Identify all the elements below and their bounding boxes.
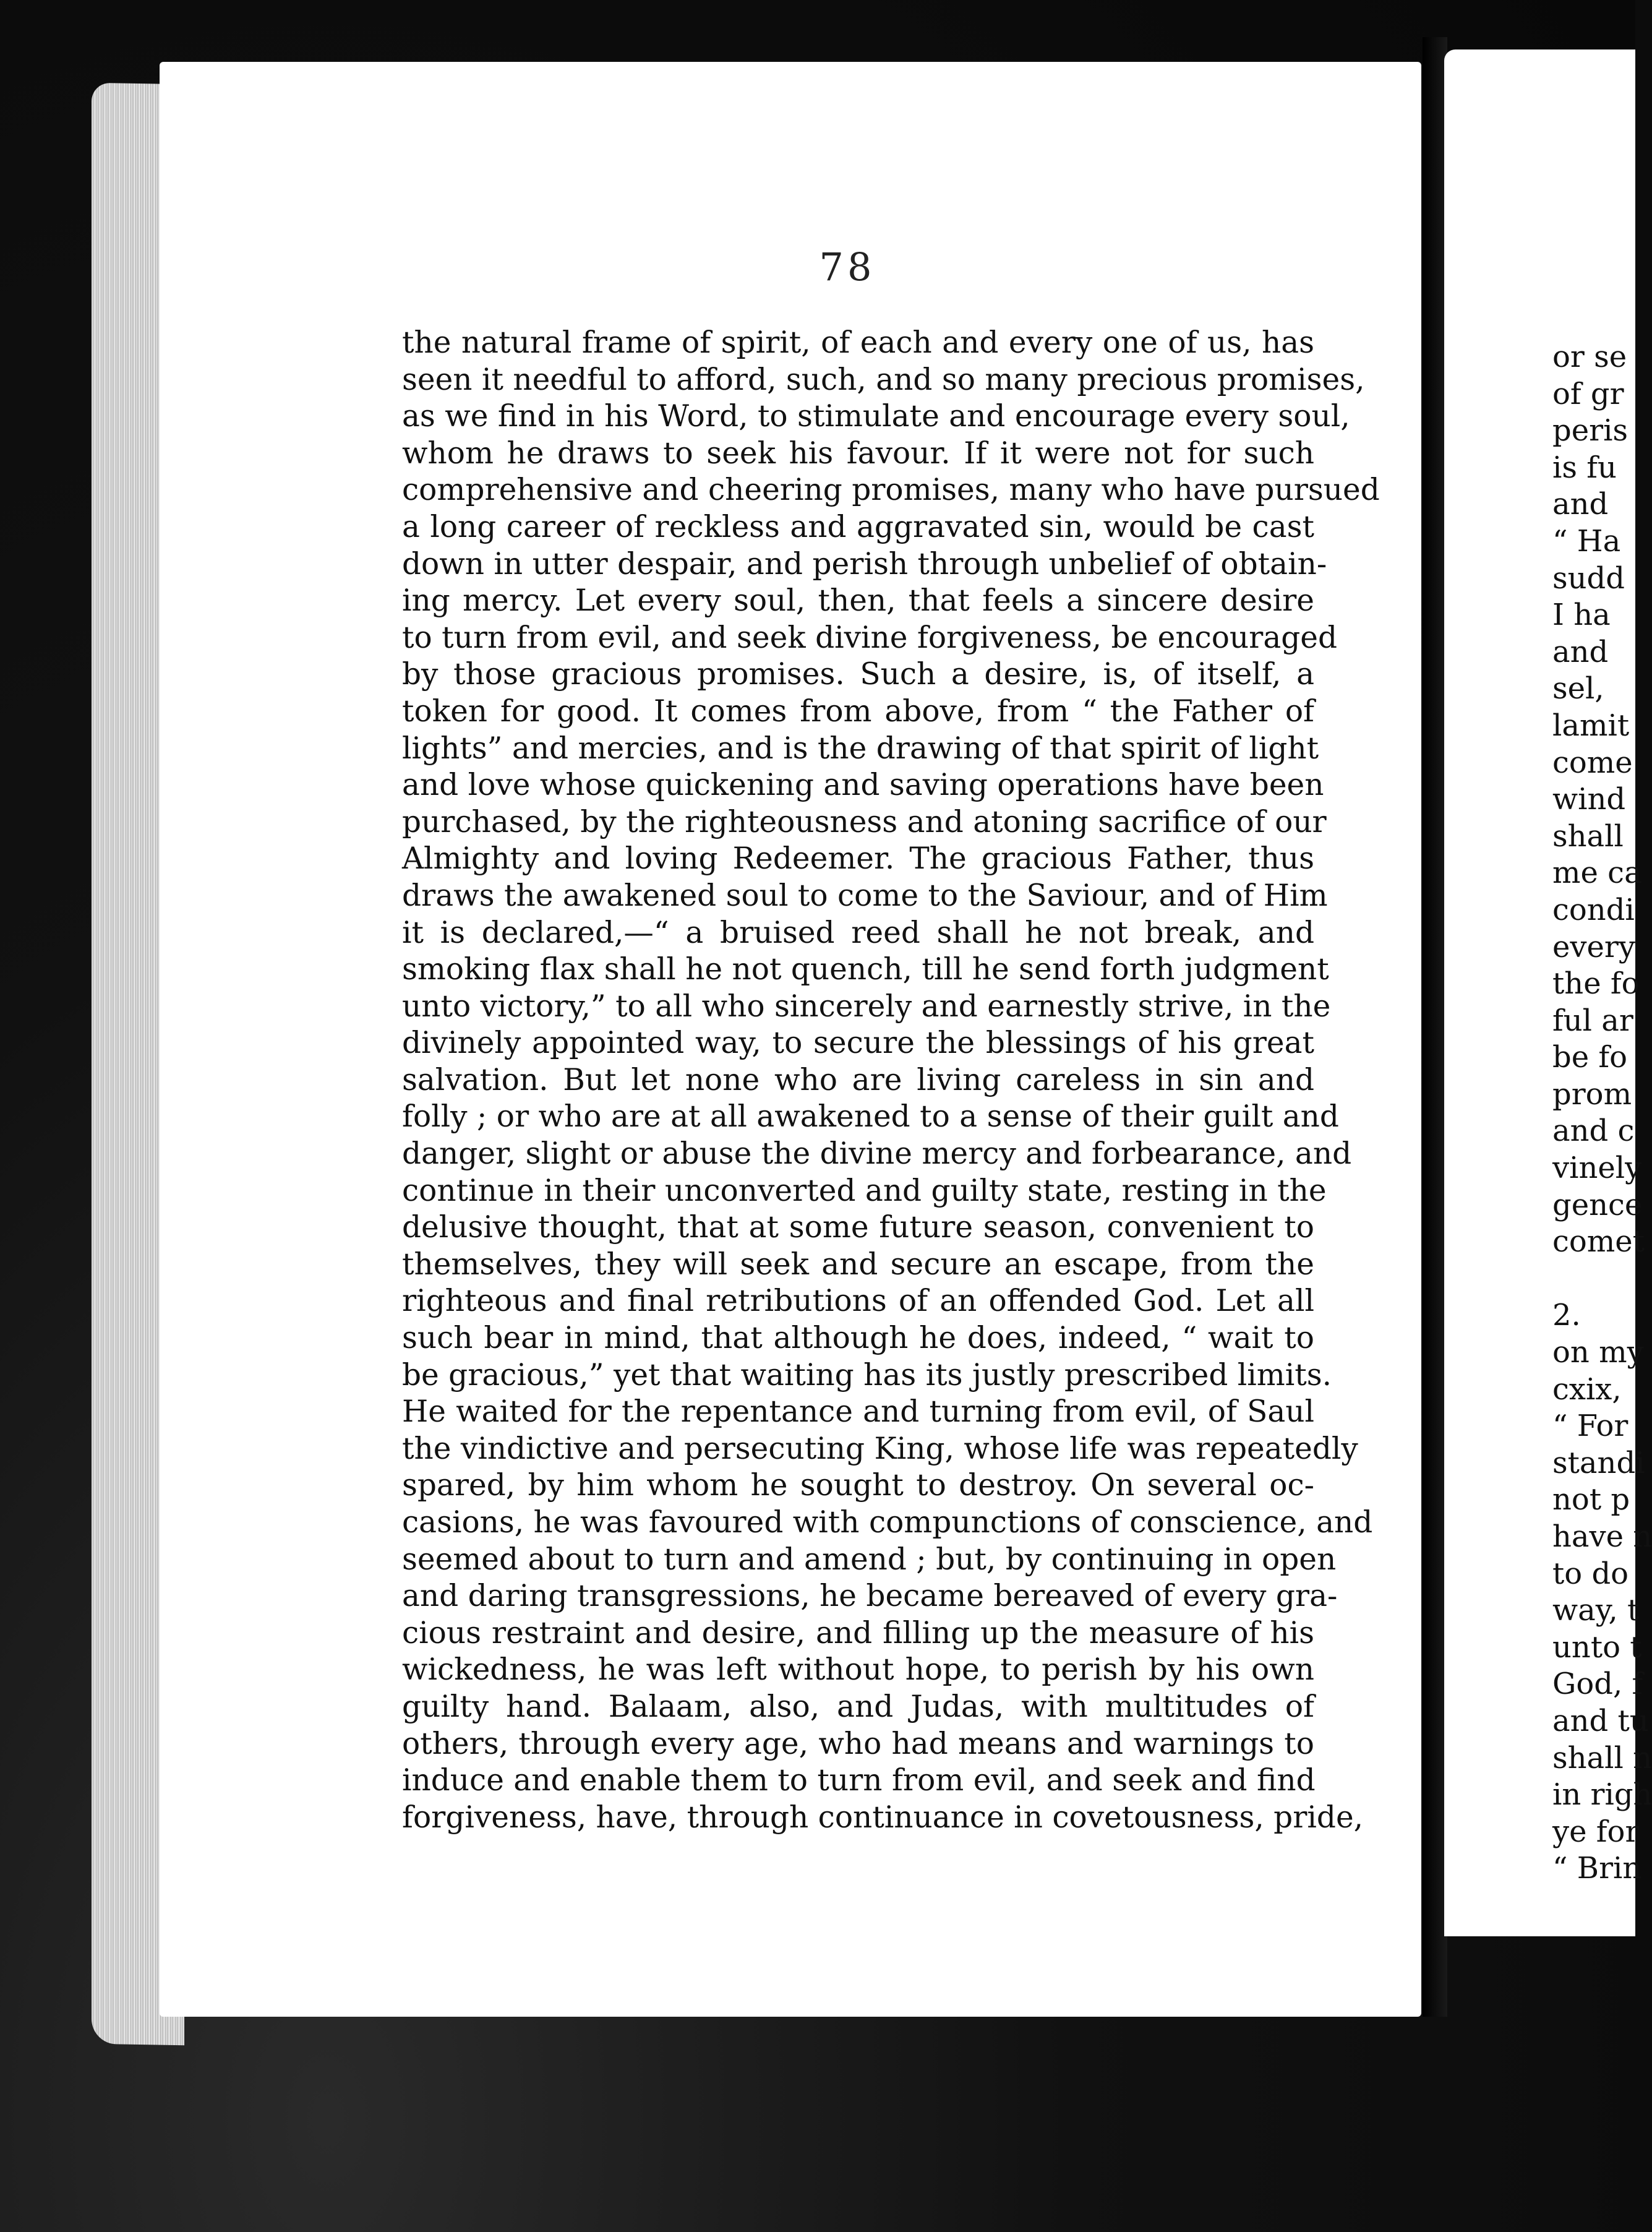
- text-line: induce and enable them to turn from evil, and seek and find: [402, 1763, 1316, 1798]
- text-line: cious restraint and desire, and filling up the measure of his: [402, 1615, 1314, 1650]
- text-line: such bear in mind, that although he does, indeed, “ wait to: [402, 1321, 1314, 1356]
- text-line: spared, by him whom he sought to destroy. On several oc-: [402, 1468, 1314, 1503]
- right-text-fragment: every: [1552, 929, 1635, 964]
- text-line: and daring transgressions, he became bereaved of every gra-: [402, 1579, 1338, 1614]
- text-line: smoking flax shall he not quench, till he send forth judgment: [402, 952, 1329, 987]
- text-line: guilty hand. Balaam, also, and Judas, with multitudes of: [402, 1689, 1314, 1724]
- text-line: comprehensive and cheering promises, many who have pursued: [402, 473, 1380, 508]
- right-text-fragment: of gr: [1552, 376, 1624, 411]
- text-line: purchased, by the righteousness and atoning sacrifice of our: [402, 804, 1327, 839]
- text-line: down in utter despair, and perish through unbelief of obtain-: [402, 546, 1327, 582]
- right-text-fragment: in righ: [1552, 1777, 1652, 1813]
- right-text-fragment: “ Ha: [1552, 523, 1621, 559]
- right-text-fragment: and c: [1552, 1114, 1635, 1149]
- text-line: themselves, they will seek and secure an escape, from the: [402, 1247, 1314, 1282]
- right-text-fragment: shall n: [1552, 1740, 1652, 1775]
- right-text-fragment: is fu: [1552, 450, 1617, 485]
- right-text-fragment: way, t: [1552, 1593, 1640, 1628]
- text-line: token for good. It comes from above, from “ the Father of: [402, 693, 1314, 729]
- text-line: draws the awakened soul to come to the Saviour, and of Him: [402, 878, 1328, 913]
- text-line: salvation. But let none who are living careless in sin and: [402, 1062, 1314, 1097]
- right-text-fragment: gence: [1552, 1187, 1643, 1222]
- text-line: and love whose quickening and saving operations have been: [402, 768, 1324, 803]
- text-line: delusive thought, that at some future season, convenient to: [402, 1210, 1314, 1245]
- text-line: continue in their unconverted and guilty state, resting in the: [402, 1173, 1327, 1208]
- text-line: the vindictive and persecuting King, whose life was repeatedly: [402, 1431, 1358, 1466]
- right-text-fragment: ful ar: [1552, 1003, 1633, 1038]
- text-line: Almighty and loving Redeemer. The gracious Father, thus: [402, 841, 1314, 877]
- text-line: seemed about to turn and amend ; but, by continuing in open: [402, 1542, 1337, 1577]
- text-line: whom he draws to seek his favour. If it were not for such: [402, 436, 1314, 471]
- text-line: righteous and final retributions of an offended God. Let all: [402, 1284, 1314, 1319]
- right-text-fragment: standi: [1552, 1445, 1645, 1480]
- right-text-fragment: have n: [1552, 1519, 1652, 1554]
- right-text-fragment: sel,: [1552, 671, 1604, 706]
- right-text-fragment: God, f: [1552, 1667, 1643, 1702]
- right-text-fragment: unto t: [1552, 1629, 1642, 1665]
- text-line: forgiveness, have, through continuance in covetousness, pride,: [402, 1800, 1364, 1835]
- left-page-body-text: [402, 325, 1380, 1836]
- text-line: the natural frame of spirit, of each and every one of us, has: [402, 325, 1314, 360]
- right-text-fragment: comet: [1552, 1224, 1645, 1260]
- text-line: danger, slight or abuse the divine mercy and forbearance, and: [402, 1136, 1352, 1172]
- text-line: it is declared,—“ a bruised reed shall he not break, and: [402, 915, 1314, 950]
- page-number: 78: [819, 244, 876, 290]
- text-line: lights” and mercies, and is the drawing of that spirit of light: [402, 731, 1319, 766]
- right-text-fragment: come: [1552, 745, 1633, 780]
- text-line: casions, he was favoured with compunctions of conscience, and: [402, 1505, 1373, 1540]
- right-text-fragment: ye for: [1552, 1814, 1640, 1849]
- text-line: He waited for the repentance and turning from evil, of Saul: [402, 1394, 1314, 1430]
- right-text-fragment: 2.: [1552, 1298, 1581, 1333]
- text-line: a long career of reckless and aggravated sin, would be cast: [402, 509, 1314, 544]
- text-line: by those gracious promises. Such a desire, is, of itself, a: [402, 657, 1314, 692]
- right-text-fragment: me ca: [1552, 856, 1642, 891]
- right-text-fragment: [1552, 1261, 1635, 1298]
- text-line: be gracious,” yet that waiting has its justly prescribed limits.: [402, 1357, 1332, 1393]
- right-text-fragment: and: [1552, 634, 1609, 669]
- right-text-fragment: peris: [1552, 413, 1628, 449]
- right-text-fragment: the fo: [1552, 966, 1640, 1002]
- text-line: others, through every age, who had means and warnings to: [402, 1726, 1314, 1761]
- right-text-fragment: shall: [1552, 818, 1624, 854]
- right-text-fragment: sudd: [1552, 560, 1625, 596]
- right-text-fragment: be fo: [1552, 1040, 1628, 1075]
- right-text-fragment: vinely: [1552, 1151, 1642, 1186]
- text-line: unto victory,” to all who sincerely and earnestly strive, in the: [402, 989, 1331, 1024]
- right-text-fragment: I ha: [1552, 598, 1611, 633]
- text-line: folly ; or who are at all awakened to a sense of their guilt and: [402, 1099, 1339, 1135]
- text-line: wickedness, he was left without hope, to perish by his own: [402, 1652, 1314, 1688]
- right-text-fragment: and tu: [1552, 1703, 1649, 1738]
- right-text-fragment: condi: [1552, 892, 1635, 927]
- text-line: to turn from evil, and seek divine forgiveness, be encouraged: [402, 620, 1338, 655]
- right-text-fragment: or se: [1552, 340, 1627, 374]
- right-text-fragment: to do: [1552, 1556, 1629, 1591]
- right-page-cropped-text: [1552, 339, 1652, 1887]
- right-text-fragment: on my: [1552, 1335, 1644, 1370]
- right-text-fragment: “ For: [1552, 1409, 1628, 1444]
- right-text-fragment: cxix,: [1552, 1371, 1622, 1407]
- right-text-fragment: lamit: [1552, 708, 1630, 743]
- right-text-fragment: “ Brin: [1552, 1851, 1642, 1886]
- text-line: ing mercy. Let every soul, then, that feels a sincere desire: [402, 583, 1314, 619]
- right-text-fragment: wind: [1552, 782, 1626, 817]
- text-line: as we find in his Word, to stimulate and encourage every soul,: [402, 399, 1350, 434]
- text-line: seen it needful to afford, such, and so many precious promises,: [402, 362, 1365, 397]
- book-gutter-shadow: [1423, 37, 1447, 2017]
- right-text-fragment: not p: [1552, 1482, 1630, 1517]
- right-text-fragment: and: [1552, 487, 1609, 522]
- text-line: divinely appointed way, to secure the blessings of his great: [402, 1026, 1314, 1061]
- right-text-fragment: prom: [1552, 1076, 1632, 1112]
